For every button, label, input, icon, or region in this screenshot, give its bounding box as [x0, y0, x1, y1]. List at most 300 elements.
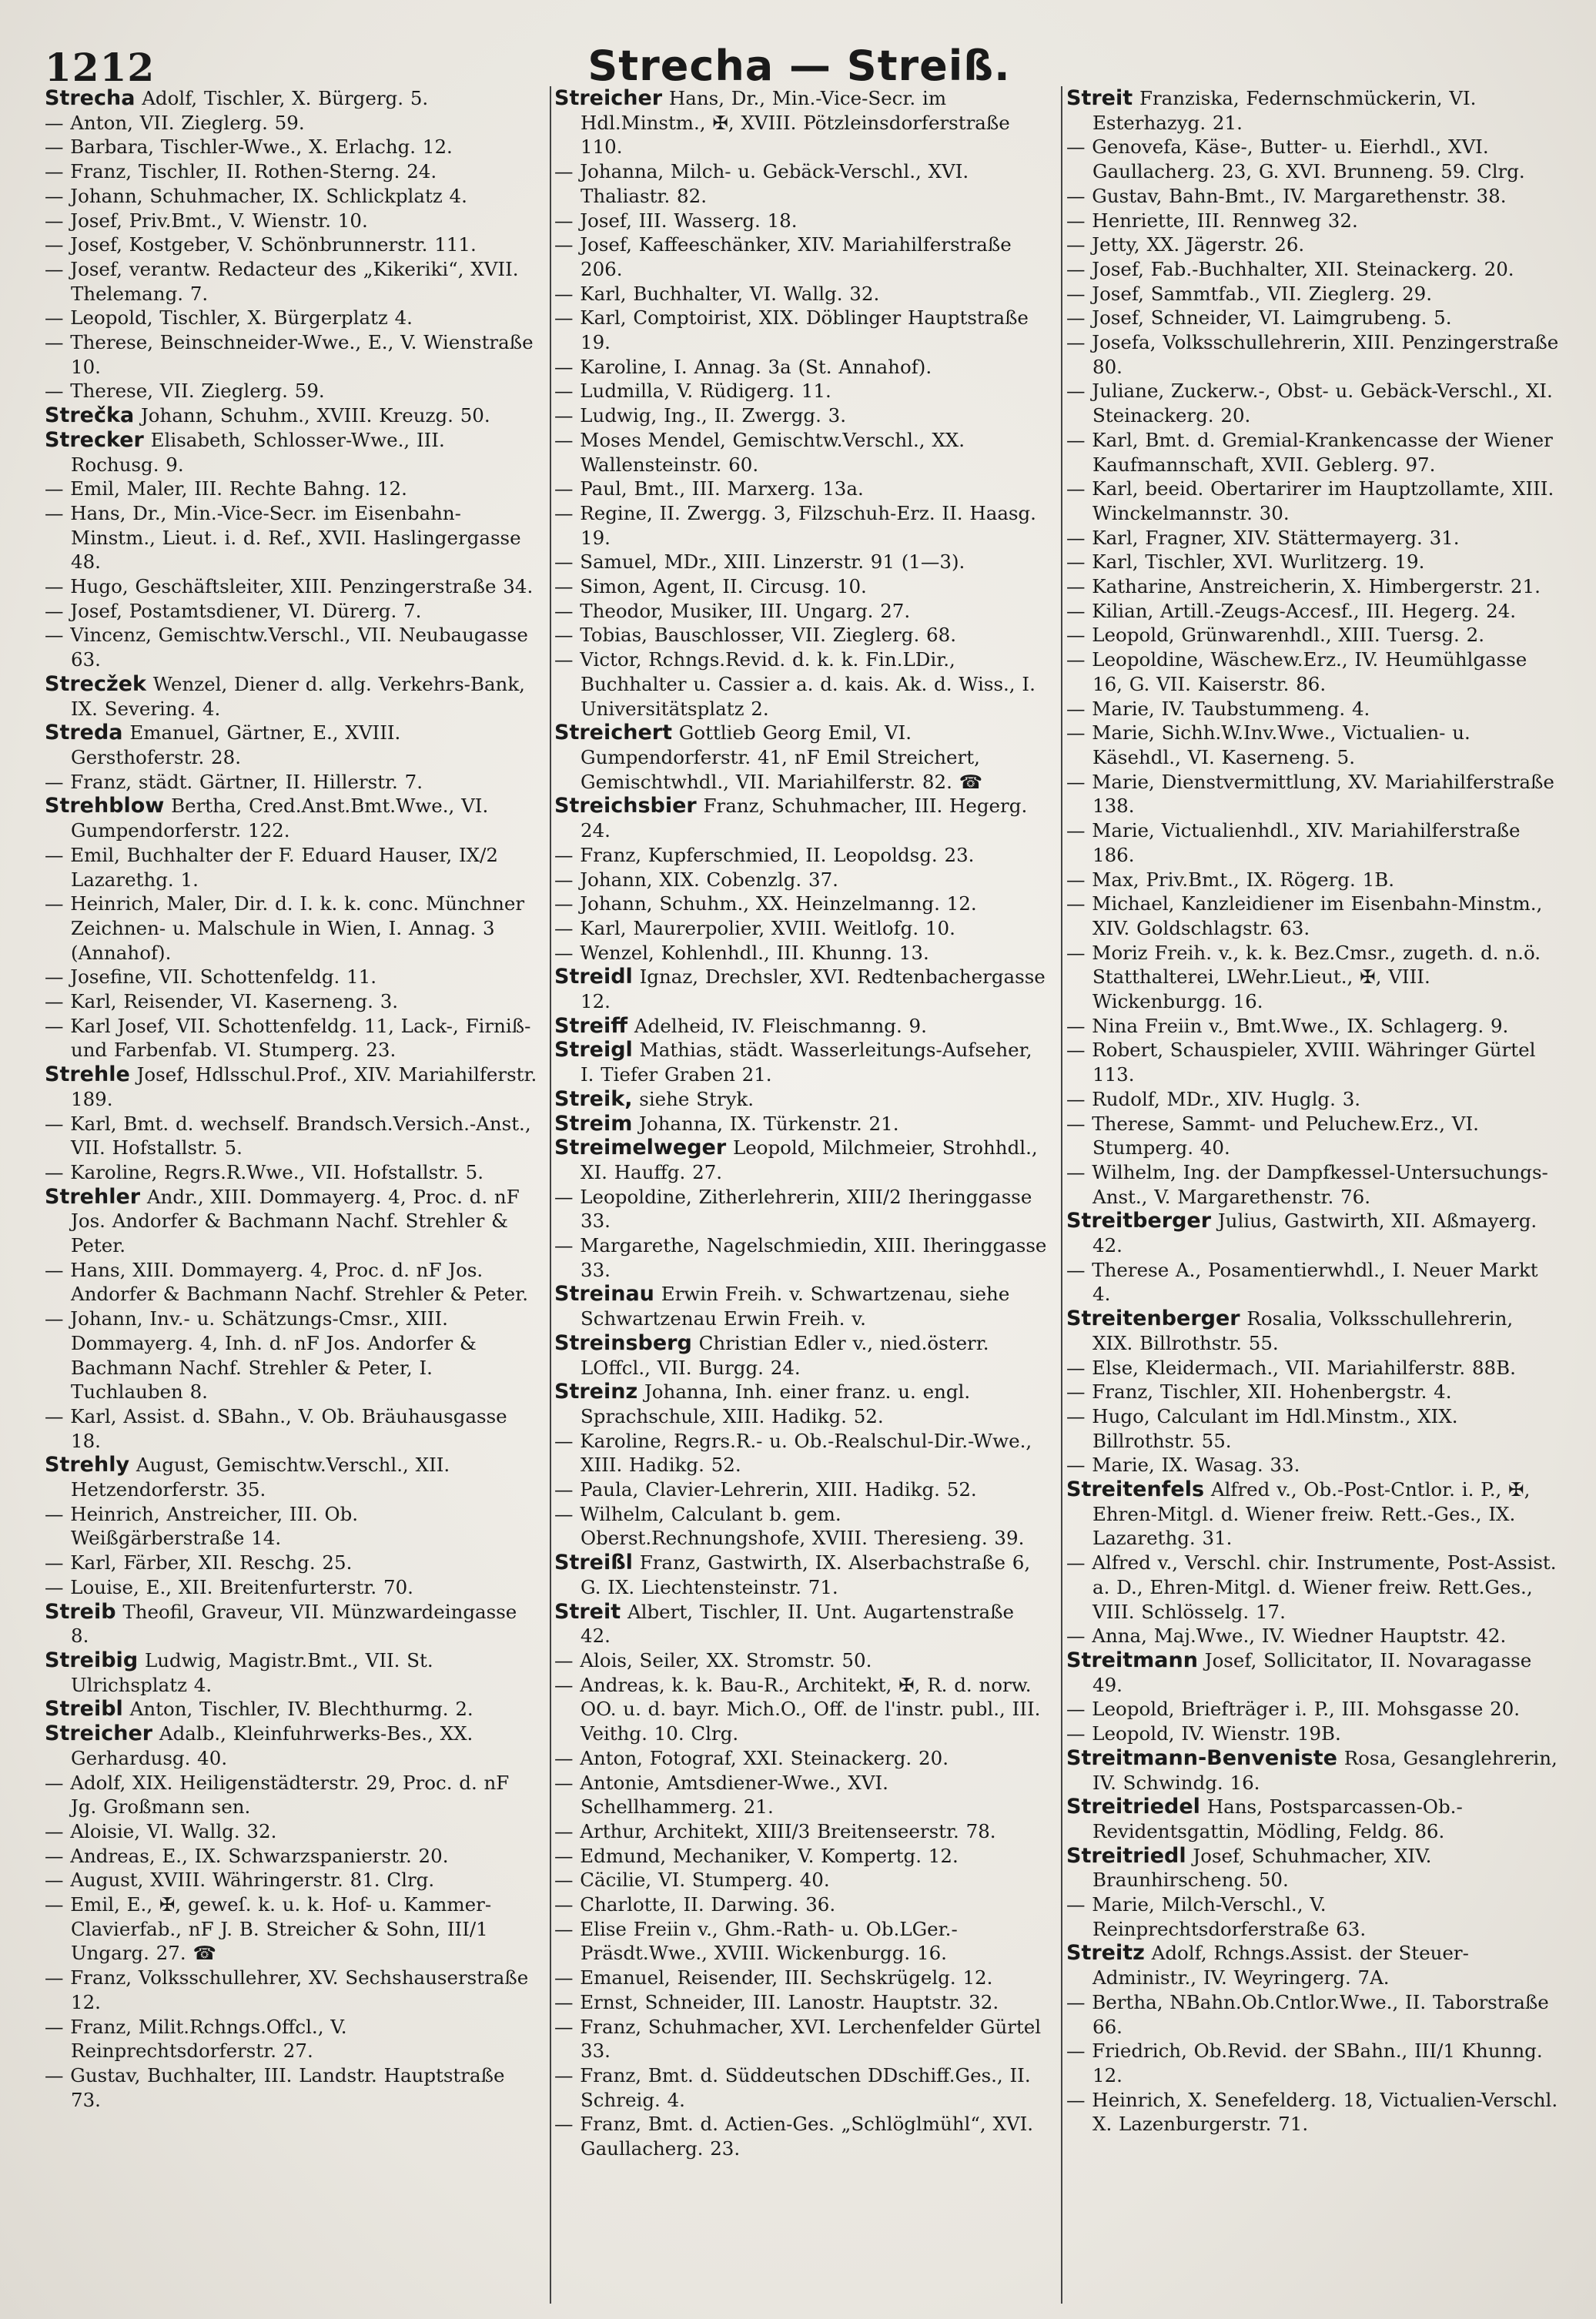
entry-text: — Karl, Bmt. d. wechself. Brandsch.Versich.-Anst., VII. Hofstallstr. 5.	[45, 1112, 531, 1160]
directory-entry	[1066, 135, 1559, 183]
entry-text: — Margarethe, Nagelschmiedin, XIII. Iheringgasse 33.	[554, 1234, 1047, 1281]
directory-entry	[45, 770, 537, 795]
directory-entry	[45, 1600, 537, 1648]
directory-entry	[1066, 1746, 1559, 1795]
directory-entry	[554, 159, 1047, 208]
directory-entry	[45, 2015, 537, 2063]
entry-text: — Robert, Schauspieler, XVIII. Währinger Gürtel 113.	[1066, 1039, 1536, 1086]
entry-text: Adolf, Rchngs.Assist. der Steuer-Administr., IV. Weyringerg. 7A.	[1092, 1942, 1469, 1989]
directory-entry	[45, 330, 537, 379]
entry-text: — Franz, Kupferschmied, II. Leopoldsg. 23.	[554, 843, 975, 866]
directory-entry	[45, 184, 537, 209]
directory-entry	[45, 135, 537, 159]
directory-entry	[1066, 892, 1559, 940]
entry-text: — Johann, Schuhmacher, IX. Schlickplatz 4.	[45, 184, 467, 207]
entry-text: — Genovefa, Käse-, Butter- u. Eierhdl., XVI. Gaullacherg. 23, G. XVI. Brunneng. 59. Clrg.	[1066, 136, 1525, 183]
directory-entry	[45, 379, 537, 403]
directory-entry	[45, 1844, 537, 1869]
directory-column-3	[1066, 86, 1559, 2304]
entry-text: Erwin Freih. v. Schwartzenau, siehe Schwartzenau Erwin Freih. v.	[581, 1283, 1010, 1330]
entry-text: — Moriz Freih. v., k. k. Bez.Cmsr., zugeth. d. n.ö. Statthalterei, LWehr.Lieut., ✠, VIII. Wickenburgg. 16.	[1066, 941, 1541, 1013]
directory-entry	[1066, 1307, 1559, 1355]
directory-entry	[45, 989, 537, 1014]
entry-text: — Marie, Milch-Verschl., V. Reinprechtsdorferstraße 63.	[1066, 1893, 1367, 1940]
entry-text: — Wilhelm, Calculant b. gem. Oberst.Rechnungshofe, XVIII. Theresieng. 39.	[554, 1502, 1025, 1550]
directory-entry	[554, 2063, 1047, 2112]
entry-text: — Vincenz, Gemischtw.Verschl., VII. Neubaugasse 63.	[45, 624, 528, 671]
directory-entry	[1066, 1477, 1559, 1551]
entry-surname: Streichsbier	[554, 794, 697, 818]
directory-entry	[554, 623, 1047, 648]
directory-entry	[1066, 1844, 1559, 1892]
directory-entry	[45, 1648, 537, 1697]
entry-text: Emanuel, Gärtner, E., XVIII. Gersthoferstr. 28.	[71, 721, 401, 768]
directory-entry	[1066, 330, 1559, 379]
entry-text: — Johanna, Milch- u. Gebäck-Verschl., XVI. Thaliastr. 82.	[554, 160, 969, 207]
directory-entry	[45, 2063, 537, 2112]
directory-entry	[1066, 1990, 1559, 2039]
directory-entry	[1066, 282, 1559, 306]
directory-entry	[554, 1477, 1047, 1502]
entry-surname: Streibig	[45, 1648, 139, 1672]
entry-text: — Josef, Priv.Bmt., V. Wienstr. 10.	[45, 209, 368, 232]
directory-entry	[45, 1575, 537, 1600]
directory-entry	[554, 599, 1047, 624]
entry-surname: Streinz	[554, 1380, 638, 1404]
directory-entry	[1066, 1038, 1559, 1086]
entry-surname: Streicher	[45, 1722, 153, 1746]
directory-entry	[1066, 599, 1559, 624]
entry-text: Leopold, Milchmeier, Strohhdl., XI. Hauffg. 27.	[581, 1136, 1038, 1183]
directory-column-1	[45, 86, 537, 2304]
entry-surname: Streiff	[554, 1013, 628, 1038]
entry-text: — Arthur, Architekt, XIII/3 Breitenseerstr. 78.	[554, 1819, 996, 1842]
directory-entry	[1066, 1112, 1559, 1160]
entry-text: Adalb., Kleinfuhrwerks-Bes., XX. Gerhardusg. 40.	[71, 1722, 473, 1769]
directory-entry	[1066, 86, 1559, 135]
entry-text: Johanna, Inh. einer franz. u. engl. Sprachschule, XIII. Hadikg. 52.	[581, 1380, 971, 1427]
entry-text: — Louise, E., XII. Breitenfurterstr. 70.	[45, 1575, 413, 1598]
entry-text: — Franz, Schuhmacher, XVI. Lerchenfelder Gürtel 33.	[554, 2015, 1042, 2063]
entry-text: — Therese, Beinschneider-Wwe., E., V. Wienstraße 10.	[45, 331, 534, 378]
entry-text: Adelheid, IV. Fleischmanng. 9.	[634, 1014, 927, 1037]
directory-entry	[1066, 1941, 1559, 1989]
entry-surname: Strehler	[45, 1184, 141, 1209]
directory-entry	[45, 477, 537, 501]
directory-entry	[45, 1404, 537, 1453]
directory-entry	[554, 1648, 1047, 1673]
directory-entry	[554, 1185, 1047, 1233]
directory-entry	[45, 1185, 537, 1258]
entry-surname: Streitberger	[1066, 1209, 1212, 1233]
entry-text: Hans, Postsparcassen-Ob.-Revidentsgattin, Mödling, Feldg. 86.	[1092, 1795, 1463, 1842]
entry-text: — Cäcilie, VI. Stumperg. 40.	[554, 1869, 830, 1892]
directory-entry	[45, 1966, 537, 2014]
entry-text: — Tobias, Bauschlosser, VII. Zieglerg. 68.	[554, 624, 956, 647]
directory-entry	[1066, 1648, 1559, 1697]
entry-text: — Henriette, III. Rennweg 32.	[1066, 209, 1358, 232]
directory-entry	[45, 672, 537, 721]
directory-entry	[554, 2112, 1047, 2160]
entry-text: — Karl, beeid. Obertarirer im Hauptzollamte, XIII. Winckelmannstr. 30.	[1066, 477, 1554, 524]
directory-entry	[554, 379, 1047, 403]
entry-text: — Else, Kleidermach., VII. Mariahilferstr. 88B.	[1066, 1356, 1516, 1379]
directory-entry	[1066, 209, 1559, 233]
entry-text: — Karl, Bmt. d. Gremial-Krankencasse der Wiener Kaufmannschaft, XVII. Geblerg. 97.	[1066, 428, 1553, 476]
entry-text: — Josef, verantw. Redacteur des „Kikeriki“, XVII. Thelemang. 7.	[45, 257, 519, 305]
entry-text: — Franz, Bmt. d. Actien-Ges. „Schlöglmühl“, XVI. Gaullacherg. 23.	[554, 2113, 1034, 2160]
entry-text: Ludwig, Magistr.Bmt., VII. St. Ulrichsplatz 4.	[71, 1649, 433, 1696]
entry-surname: Streimelweger	[554, 1136, 727, 1160]
entry-text: — Karl, Assist. d. SBahn., V. Ob. Bräuhausgasse 18.	[45, 1404, 507, 1452]
directory-entry	[1066, 1551, 1559, 1624]
entry-text: — Ludwig, Ing., II. Zwergg. 3.	[554, 404, 847, 427]
directory-entry	[554, 428, 1047, 477]
directory-entry	[554, 1429, 1047, 1477]
directory-entry	[1066, 1404, 1559, 1453]
directory-entry	[1066, 697, 1559, 721]
directory-entry	[45, 574, 537, 599]
entry-surname: Strečka	[45, 403, 135, 428]
entry-surname: Streib	[45, 1599, 116, 1624]
entry-text: — Anton, VII. Zieglerg. 59.	[45, 111, 305, 134]
entry-text: Josef, Hdlsschul.Prof., XIV. Mariahilferstr. 189.	[71, 1063, 537, 1110]
directory-entry	[554, 1112, 1047, 1136]
entry-text: — Franz, städt. Gärtner, II. Hillerstr. 7.	[45, 770, 423, 793]
entry-text: — Karl, Buchhalter, VI. Wallg. 32.	[554, 282, 880, 305]
directory-entry	[1066, 623, 1559, 648]
directory-entry	[554, 941, 1047, 965]
entry-text: — Josef, Sammtfab., VII. Zieglerg. 29.	[1066, 282, 1433, 305]
entry-surname: Streitenfels	[1066, 1477, 1205, 1502]
entry-text: — Josef, Fab.-Buchhalter, XII. Steinackerg. 20.	[1066, 257, 1514, 280]
entry-text: — Friedrich, Ob.Revid. der SBahn., III/1 Khunng. 12.	[1066, 2040, 1543, 2086]
directory-entry	[554, 1844, 1047, 1869]
entry-text: August, Gemischtw.Verschl., XII. Hetzendorferstr. 35.	[71, 1454, 450, 1501]
directory-entry	[1066, 477, 1559, 525]
entry-text: — Alois, Seiler, XX. Stromstr. 50.	[554, 1649, 872, 1671]
directory-entry	[554, 1600, 1047, 1648]
directory-entry	[1066, 428, 1559, 477]
entry-surname: Streichert	[554, 721, 672, 745]
entry-surname: Strehle	[45, 1062, 130, 1087]
entry-text: Julius, Gastwirth, XII. Aßmayerg. 42.	[1092, 1210, 1537, 1257]
directory-entry	[45, 721, 537, 769]
directory-entry	[554, 965, 1047, 1013]
directory-entry	[554, 1892, 1047, 1917]
directory-entry	[1066, 1160, 1559, 1209]
directory-entry	[554, 1551, 1047, 1599]
entry-text: — Paul, Bmt., III. Marxerg. 13a.	[554, 477, 864, 500]
directory-entry	[554, 721, 1047, 794]
directory-entry	[554, 1380, 1047, 1428]
entry-text: — Regine, II. Zwergg. 3, Filzschuh-Erz. II. Haasg. 19.	[554, 501, 1036, 549]
entry-text: Franz, Schuhmacher, III. Hegerg. 24.	[581, 795, 1028, 842]
entry-text: — Barbara, Tischler-Wwe., X. Erlachg. 12.	[45, 136, 453, 159]
directory-entry	[554, 233, 1047, 281]
directory-entry	[45, 794, 537, 842]
entry-text: — Max, Priv.Bmt., IX. Rögerg. 1B.	[1066, 868, 1394, 891]
directory-entry	[554, 1014, 1047, 1039]
entry-text: — Leopoldine, Wäschew.Erz., IV. Heumühlgasse 16, G. VII. Kaiserstr. 86.	[1066, 648, 1527, 695]
entry-text: — Antonie, Amtsdiener-Wwe., XVI. Schellhammerg. 21.	[554, 1771, 888, 1819]
entry-text: — Paula, Clavier-Lehrerin, XIII. Hadikg. 52.	[554, 1478, 977, 1501]
directory-entry	[45, 1892, 537, 1966]
directory-entry	[45, 257, 537, 306]
directory-entry	[1066, 1380, 1559, 1404]
entry-text: — Marie, Sichh.W.Inv.Wwe., Victualien- u. Käsehdl., VI. Kaserneng. 5.	[1066, 721, 1471, 768]
directory-entry	[1066, 379, 1559, 427]
directory-entry	[554, 1038, 1047, 1086]
entry-text: — Franz, Tischler, II. Rothen-Sterng. 24.	[45, 160, 437, 183]
entry-text: — Andreas, k. k. Bau-R., Architekt, ✠, R. d. norw. OO. u. d. bayr. Mich.O., Off. de l'instr. publ., III. Veithg. 10. Clrg.	[554, 1673, 1041, 1745]
entry-text: — Josef, III. Wasserg. 18.	[554, 209, 798, 232]
entry-text: — Gustav, Buchhalter, III. Landstr. Hauptstraße 73.	[45, 2063, 505, 2111]
directory-entry	[554, 648, 1047, 721]
entry-text: Bertha, Cred.Anst.Bmt.Wwe., VI. Gumpendorferstr. 122.	[71, 795, 489, 842]
entry-text: Franz, Gastwirth, IX. Alserbachstraße 6, G. IX. Liechtensteinstr. 71.	[581, 1551, 1031, 1598]
entry-surname: Streik,	[554, 1086, 633, 1111]
directory-entry	[554, 282, 1047, 306]
directory-entry	[554, 1990, 1047, 2015]
directory-entry	[1066, 306, 1559, 330]
entry-text: — Hugo, Calculant im Hdl.Minstm., XIX. Billrothstr. 55.	[1066, 1404, 1458, 1452]
directory-entry	[554, 550, 1047, 574]
entry-surname: Streitenberger	[1066, 1307, 1240, 1331]
entry-text: — Josef, Postamtsdiener, VI. Dürerg. 7.	[45, 599, 422, 622]
directory-entry	[554, 916, 1047, 941]
entry-surname: Streigl	[554, 1038, 633, 1062]
entry-text: — Wenzel, Kohlenhdl., III. Khunng. 13.	[554, 941, 929, 964]
entry-text: — Karl, Maurerpolier, XVIII. Weitlofg. 10.	[554, 916, 955, 939]
directory-entry	[554, 1136, 1047, 1184]
directory-entry	[1066, 1892, 1559, 1941]
entry-text: — Emanuel, Reisender, III. Sechskrügelg. 12.	[554, 1966, 993, 1989]
directory-entry	[45, 306, 537, 330]
entry-surname: Streit	[554, 1599, 621, 1624]
entry-text: — Heinrich, Maler, Dir. d. I. k. k. conc. Münchner Zeichnen- u. Malschule in Wien, I. Annag. 3 (Annahof).	[45, 892, 525, 964]
directory-entry	[554, 1673, 1047, 1746]
entry-text: — Franz, Tischler, XII. Hohenbergstr. 4.	[1066, 1380, 1452, 1404]
directory-entry	[1066, 2039, 1559, 2087]
entry-text: — Juliane, Zuckerw.-, Obst- u. Gebäck-Verschl., XI. Steinackerg. 20.	[1066, 380, 1553, 427]
page-number: 1212	[45, 45, 156, 90]
entry-text: — Ludmilla, V. Rüdigerg. 11.	[554, 380, 831, 403]
directory-entry	[45, 1819, 537, 1844]
entry-surname: Streinsberg	[554, 1330, 692, 1355]
entry-text: — Therese, VII. Zieglerg. 59.	[45, 380, 325, 403]
running-head: Strecha — Streiß.	[587, 42, 1011, 90]
entry-text: — Johann, XIX. Cobenzlg. 37.	[554, 868, 838, 891]
entry-text: — Franz, Bmt. d. Süddeutschen DDschiff.Ges., II. Schreig. 4.	[554, 2063, 1031, 2111]
entry-text: — Nina Freiin v., Bmt.Wwe., IX. Schlagerg. 9.	[1066, 1014, 1509, 1037]
directory-entry	[554, 86, 1047, 159]
directory-entry	[554, 1233, 1047, 1282]
entry-surname: Strecha	[45, 86, 136, 110]
directory-entry	[45, 233, 537, 257]
entry-surname: Streißl	[554, 1551, 633, 1575]
entry-text: Rosalia, Volksschullehrerin, XIX. Billrothstr. 55.	[1092, 1307, 1514, 1354]
entry-text: — Heinrich, Anstreicher, III. Ob. Weißgärberstraße 14.	[45, 1502, 359, 1550]
directory-entry	[554, 209, 1047, 233]
entry-text: — Victor, Rchngs.Revid. d. k. k. Fin.LDir., Buchhalter u. Cassier a. d. kais. Ak. d. Wiss., I. Universitätsplatz 2.	[554, 648, 1036, 720]
entry-text: — Karl, Comptoirist, XIX. Döblinger Hauptstraße 19.	[554, 306, 1029, 354]
directory-entry	[554, 355, 1047, 380]
entry-text: — Josef, Schneider, VI. Laimgrubeng. 5.	[1066, 306, 1452, 330]
directory-entry	[45, 843, 537, 892]
directory-entry	[554, 1771, 1047, 1819]
directory-entry	[554, 574, 1047, 599]
directory-entry	[554, 403, 1047, 428]
entry-text: — Karl, Tischler, XVI. Wurlitzerg. 19.	[1066, 550, 1425, 574]
entry-surname: Streitriedl	[1066, 1843, 1186, 1868]
entry-text: — Emil, E., ✠, geweſ. k. u. k. Hof- u. Kammer-Clavierfab., nF J. B. Streicher & Sohn, III/1 Ungarg. 27. ☎	[45, 1893, 492, 1965]
entry-text: — Leopold, IV. Wienstr. 19B.	[1066, 1722, 1341, 1745]
entry-text: Josef, Schuhmacher, XIV. Braunhirscheng. 50.	[1092, 1844, 1432, 1892]
entry-text: Mathias, städt. Wasserleitungs-Aufseher, I. Tiefer Graben 21.	[581, 1039, 1032, 1086]
directory-entry	[45, 892, 537, 965]
entry-text: — Karl, Reisender, VI. Kaserneng. 3.	[45, 990, 399, 1013]
entry-text: — Franz, Volksschullehrer, XV. Sechshauserstraße 12.	[45, 1966, 529, 2013]
entry-text: — August, XVIII. Währingerstr. 81. Clrg.	[45, 1869, 435, 1892]
entry-surname: Streda	[45, 721, 123, 745]
entry-text: — Josef, Kaffeeschänker, XIV. Mariahilferstraße 206.	[554, 233, 1012, 280]
entry-text: — Therese, Sammt- und Peluchew.Erz., VI. Stumperg. 40.	[1066, 1112, 1479, 1160]
directory-entry	[1066, 868, 1559, 892]
page-header	[45, 31, 1554, 92]
entry-text: — Aloisie, VI. Wallg. 32.	[45, 1819, 277, 1842]
entry-text: — Emil, Buchhalter der F. Eduard Hauser, IX/2 Lazarethg. 1.	[45, 843, 498, 891]
directory-entry	[554, 306, 1047, 354]
directory-entry	[554, 1819, 1047, 1844]
entry-text: Albert, Tischler, II. Unt. Augartenstraße 42.	[581, 1600, 1014, 1648]
directory-entry	[1066, 233, 1559, 257]
entry-text: — Marie, IX. Wasag. 33.	[1066, 1454, 1300, 1477]
directory-entry	[1066, 184, 1559, 209]
directory-entry	[45, 1868, 537, 1892]
directory-entry	[45, 501, 537, 574]
directory-entry	[1066, 1087, 1559, 1112]
entry-text: — Theodor, Musiker, III. Ungarg. 27.	[554, 599, 911, 622]
entry-text: — Hans, Dr., Min.-Vice-Secr. im Eisenbahn-Minstm., Lieut. i. d. Ref., XVII. Haslingergasse 48.	[45, 501, 521, 574]
directory-column-2	[554, 86, 1047, 2304]
directory-entry	[554, 1868, 1047, 1892]
directory-entry	[45, 1258, 537, 1307]
directory-entry	[554, 501, 1047, 550]
entry-text: Ignaz, Drechsler, XVI. Redtenbachergasse 12.	[581, 965, 1046, 1013]
directory-entry	[45, 1722, 537, 1770]
entry-text: — Anna, Maj.Wwe., IV. Wiedner Hauptstr. 42.	[1066, 1625, 1507, 1648]
entry-text: — Katharine, Anstreicherin, X. Himbergerstr. 21.	[1066, 575, 1541, 598]
directory-entry	[1066, 1258, 1559, 1307]
entry-text: Andr., XIII. Dommayerg. 4, Proc. d. nF Jos. Andorfer & Bachmann Nachf. Strehler & Peter.	[71, 1185, 520, 1257]
directory-entry	[45, 1697, 537, 1722]
directory-entry	[554, 477, 1047, 501]
directory-entry	[1066, 721, 1559, 769]
directory-entry	[1066, 1697, 1559, 1722]
entry-text: — Simon, Agent, II. Circusg. 10.	[554, 575, 867, 598]
entry-surname: Streicher	[554, 86, 663, 110]
entry-text: — Adolf, XIX. Heiligenstädterstr. 29, Proc. d. nF Jg. Großmann sen.	[45, 1771, 510, 1819]
entry-text: — Kilian, Artill.-Zeugs-Accesf., III. Hegerg. 24.	[1066, 599, 1517, 622]
directory-entry	[1066, 1014, 1559, 1039]
directory-entry	[554, 1746, 1047, 1771]
entry-surname: Streinau	[554, 1282, 654, 1307]
entry-text: — Karl, Fragner, XIV. Stättermayerg. 31.	[1066, 526, 1460, 549]
entry-text: — Hans, XIII. Dommayerg. 4, Proc. d. nF Jos. Andorfer & Bachmann Nachf. Strehler & Peter.	[45, 1258, 528, 1306]
entry-text: — Marie, IV. Taubstummeng. 4.	[1066, 697, 1370, 720]
entry-surname: Strecker	[45, 427, 144, 452]
directory-entry	[45, 1502, 537, 1551]
directory-entry	[45, 1160, 537, 1185]
directory-columns	[45, 86, 1558, 2304]
directory-entry	[45, 1014, 537, 1062]
entry-text: — Andreas, E., IX. Schwarzspanierstr. 20.	[45, 1844, 449, 1867]
directory-entry	[1066, 770, 1559, 818]
entry-text: — Edmund, Mechaniker, V. Kompertg. 12.	[554, 1844, 959, 1867]
directory-entry	[554, 1502, 1047, 1551]
entry-text: — Elise Freiin v., Ghm.-Rath- u. Ob.LGer.-Präsdt.Wwe., XVIII. Wickenburgg. 16.	[554, 1917, 958, 1965]
directory-entry	[1066, 1722, 1559, 1746]
directory-entry	[1066, 2088, 1559, 2137]
entry-text: — Karl, Färber, XII. Reschg. 25.	[45, 1551, 353, 1574]
entry-surname: Streit	[1066, 86, 1133, 110]
entry-surname: Streitmann	[1066, 1648, 1198, 1672]
directory-entry	[45, 1112, 537, 1160]
entry-text: — Therese A., Posamentierwhdl., I. Neuer Markt 4.	[1066, 1258, 1538, 1306]
directory-entry	[45, 209, 537, 233]
entry-text: Adolf, Tischler, X. Bürgerg. 5.	[142, 87, 429, 109]
entry-surname: Streitriedel	[1066, 1795, 1200, 1819]
directory-entry	[554, 843, 1047, 868]
entry-text: — Karoline, Regrs.R.Wwe., VII. Hofstallstr. 5.	[45, 1160, 484, 1183]
entry-text: Anton, Tischler, IV. Blechthurmg. 2.	[129, 1698, 473, 1721]
directory-entry	[45, 1307, 537, 1404]
directory-entry	[1066, 1209, 1559, 1257]
entry-text: — Wilhelm, Ing. der Dampfkessel-Untersuchungs-Anst., V. Margarethenstr. 76.	[1066, 1160, 1548, 1208]
directory-entry	[1066, 257, 1559, 282]
entry-text: — Michael, Kanzleidiener im Eisenbahn-Minstm., XIV. Goldschlagstr. 63.	[1066, 892, 1543, 939]
directory-entry	[554, 868, 1047, 892]
directory-entry	[1066, 941, 1559, 1014]
entry-text: — Gustav, Bahn-Bmt., IV. Margarethenstr. 38.	[1066, 184, 1507, 207]
entry-text: — Samuel, MDr., XIII. Linzerstr. 91 (1—3).	[554, 550, 965, 574]
directory-entry	[554, 1966, 1047, 1990]
entry-surname: Strehly	[45, 1453, 130, 1477]
directory-entry	[554, 1331, 1047, 1380]
directory-entry	[45, 159, 537, 184]
entry-text: — Karoline, Regrs.R.- u. Ob.-Realschul-Dir.-Wwe., XIII. Hadikg. 52.	[554, 1429, 1032, 1477]
directory-entry	[45, 1771, 537, 1819]
directory-entry	[45, 428, 537, 477]
directory-entry	[1066, 818, 1559, 867]
entry-text: — Alfred v., Verschl. chir. Instrumente, Post-Assist. a. D., Ehren-Mitgl. d. Wiener freiw. Rett.Ges., VIII. Schlösselg. 17.	[1066, 1551, 1557, 1623]
entry-text: Rosa, Gesanglehrerin, IV. Schwindg. 16.	[1092, 1746, 1558, 1794]
entry-text: Hans, Dr., Min.-Vice-Secr. im Hdl.Minstm., ✠, XVIII. Pötzleinsdorferstraße 110.	[581, 87, 1010, 159]
entry-text: Josef, Sollicitator, II. Novaragasse 49.	[1092, 1649, 1532, 1696]
entry-text: — Johann, Schuhm., XX. Heinzelmanng. 12.	[554, 892, 977, 915]
entry-text: — Leopoldine, Zitherlehrerin, XIII/2 Iheringgasse 33.	[554, 1185, 1032, 1233]
entry-text: Elisabeth, Schlosser-Wwe., III. Rochusg. 9.	[71, 428, 445, 476]
entry-text: Johanna, IX. Türkenstr. 21.	[639, 1112, 899, 1135]
directory-entry	[1066, 574, 1559, 599]
entry-text: siehe Stryk.	[639, 1087, 755, 1110]
directory-entry	[45, 403, 537, 428]
directory-entry	[1066, 1453, 1559, 1477]
entry-text: Gottlieb Georg Emil, VI. Gumpendorferstr. 41, nF Emil Streichert, Gemischtwhdl., VII. Mariahilferstr. 82. ☎	[581, 721, 983, 793]
entry-text: — Heinrich, X. Senefelderg. 18, Victualien-Verschl. X. Lazenburgerstr. 71.	[1066, 2088, 1558, 2136]
entry-text: — Leopold, Grünwarenhdl., XIII. Tuersg. 2.	[1066, 624, 1484, 647]
